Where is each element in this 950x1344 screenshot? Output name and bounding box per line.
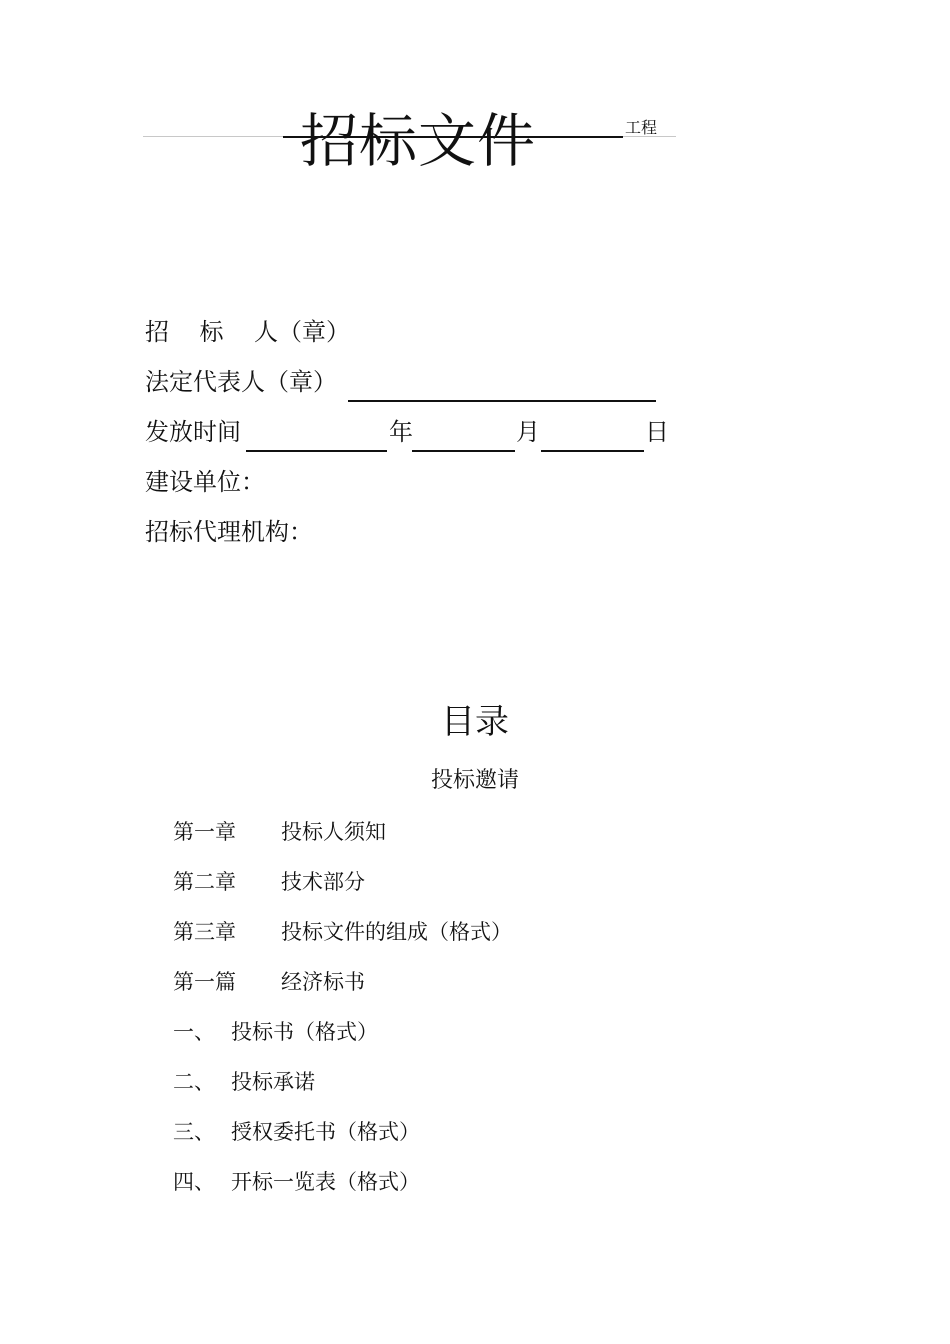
- month-label: 月: [516, 418, 540, 446]
- toc-chapter-text: 经济标书: [281, 970, 365, 994]
- toc-item-num: 三、: [173, 1120, 215, 1144]
- month-underline: [412, 450, 515, 452]
- toc-item-num: 二、: [173, 1070, 215, 1094]
- year-label: 年: [389, 418, 413, 446]
- toc-chapter-num: 第二章: [173, 870, 236, 894]
- day-label: 日: [645, 418, 669, 446]
- tenderer-label: 招 标 人（章）: [145, 318, 351, 346]
- legal-rep-underline: [348, 400, 656, 402]
- toc-chapter-num: 第一章: [173, 820, 236, 844]
- legal-rep-label: 法定代表人（章）: [145, 368, 337, 396]
- builder-label: 建设单位：: [145, 468, 265, 496]
- title-suffix: 工程: [625, 118, 658, 137]
- toc-chapter-num: 第一篇: [173, 970, 236, 994]
- toc-chapter-text: 投标文件的组成（格式）: [281, 920, 512, 944]
- day-underline: [541, 450, 644, 452]
- toc-item-num: 四、: [173, 1170, 215, 1194]
- title-strike-line: [283, 136, 623, 138]
- toc-title: 目录: [441, 702, 509, 742]
- year-underline: [246, 450, 387, 452]
- toc-chapter-text: 投标人须知: [281, 820, 386, 844]
- toc-chapter-num: 第三章: [173, 920, 236, 944]
- toc-item-text: 投标承诺: [231, 1070, 315, 1094]
- document-title: 招标文件: [300, 107, 537, 175]
- toc-item-text: 投标书（格式）: [231, 1020, 378, 1044]
- toc-item-text: 开标一览表（格式）: [231, 1170, 420, 1194]
- toc-item-text: 授权委托书（格式）: [231, 1120, 420, 1144]
- toc-item-num: 一、: [173, 1020, 215, 1044]
- toc-chapter-text: 技术部分: [281, 870, 365, 894]
- issue-time-label: 发放时间: [145, 418, 241, 446]
- agency-label: 招标代理机构：: [145, 518, 313, 546]
- toc-subtitle: 投标邀请: [430, 768, 519, 793]
